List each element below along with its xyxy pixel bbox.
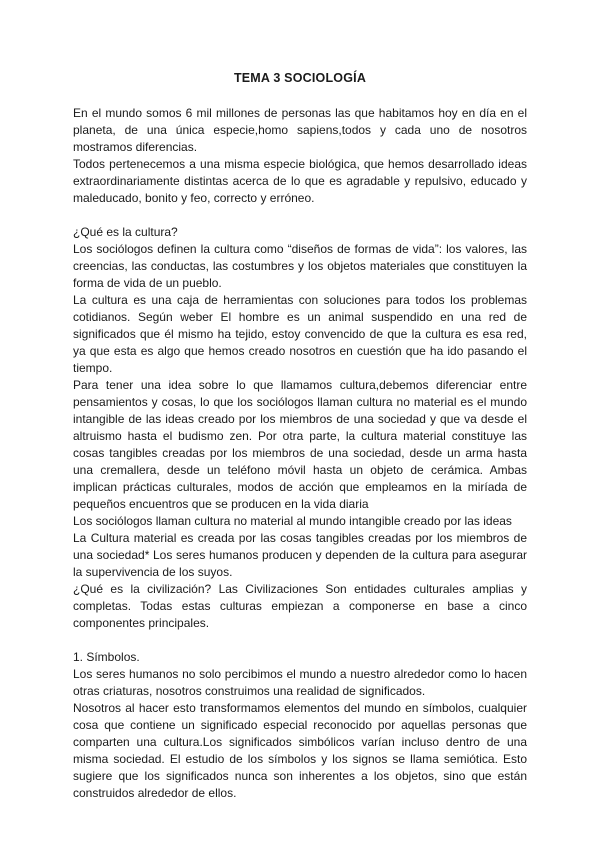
paragraph-civilization-question: ¿Qué es la civilización? Las Civilizaciones Son entidades culturales amplias y completas. Todas estas culturas empiezan a componerse en base a cinco componentes principales. (73, 582, 527, 630)
heading-culture-question: ¿Qué es la cultura? (73, 225, 178, 239)
heading-symbols: 1. Símbolos. (73, 650, 140, 664)
document-page (73, 70, 527, 802)
paragraph-nonmaterial-culture: Los sociólogos llaman cultura no material al mundo intangible creado por las ideas (73, 514, 512, 528)
paragraph-material-culture: La Cultura material es creada por las cosas tangibles creadas por los miembros de una sociedad* Los seres humanos producen y dependen de la cultura para asegurar la supervivencia de los suyos. (73, 531, 527, 579)
paragraph-material-nonmaterial: Para tener una idea sobre lo que llamamos cultura,debemos diferenciar entre pensamientos y cosas, lo que los sociólogos llaman cultura no material es el mundo intangible de las ideas creado por los miembros de una sociedad y que va desde el altruismo hasta el budismo zen. Por otra parte, la cultura material constituye las cosas tangibles creadas por los miembros de una sociedad, desde un arma hasta una cremallera, desde un teléfono móvil hasta un objeto de cerámica. Ambas implican prácticas culturales, modos de acción que empleamos en la miríada de pequeños encuentros que se producen en la vida diaria (73, 378, 527, 511)
page-title: TEMA 3 SOCIOLOGÍA (233, 71, 367, 85)
paragraph-toolbox: La cultura es una caja de herramientas con soluciones para todos los problemas cotidianos. Según weber El hombre es un animal suspendido en una red de significados que él mismo ha tejido, estoy convencido de que la cultura es esa red, ya que esta es algo que hemos creado nosotros en cuestión que ha ido pasando el tiempo. (73, 293, 527, 375)
paragraph-symbols-reality: Los seres humanos no solo percibimos el mundo a nuestro alrededor como lo hacen otras criaturas, nosotros construimos una realidad de significados. (73, 667, 527, 698)
paragraph-symbols-semiotics: Nosotros al hacer esto transformamos elementos del mundo en símbolos, cualquier cosa que contiene un significado especial reconocido por aquellas personas que comparten una cultura.Los significados simbólicos varían incluso dentro de una misma sociedad. El estudio de los símbolos y los signos se llama semiótica. Esto sugiere que los significados nunca son inherentes a los objetos, sino que están construidos alrededor de ellos. (73, 701, 527, 800)
spacer (73, 632, 527, 649)
spacer (73, 207, 527, 224)
paragraph-culture-definition: Los sociólogos definen la cultura como “diseños de formas de vida”: los valores, las creencias, las conductas, las costumbres y los objetos materiales que constituyen la forma de vida de un pueblo. (73, 242, 527, 290)
paragraph-species: Todos pertenecemos a una misma especie biológica, que hemos desarrollado ideas extraordinariamente distintas acerca de lo que es agradable y repulsivo, educado y maleducado, bonito y feo, correcto y erróneo. (73, 157, 527, 205)
paragraph-intro: En el mundo somos 6 mil millones de personas las que habitamos hoy en día en el planeta, de una única especie,homo sapiens,todos y cada uno de nosotros mostramos diferencias. (73, 106, 527, 154)
